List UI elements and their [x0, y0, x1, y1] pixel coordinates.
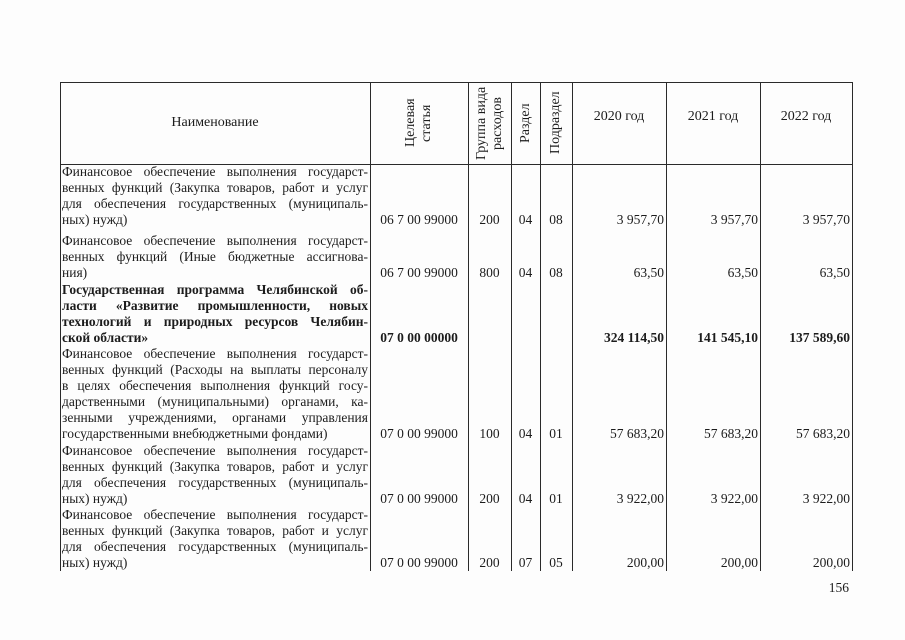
row-name-cell: [62, 443, 368, 507]
table-row: [0, 233, 905, 281]
header-target-article: Целевая статья: [403, 98, 434, 148]
header-section: Раздел: [517, 103, 533, 143]
header-year-2022: 2022 год: [780, 109, 832, 124]
expense-group-cell: 200: [479, 491, 500, 506]
row-name-line: ных) нужд): [62, 491, 128, 506]
row-name-cell: [62, 164, 368, 228]
section-cell: 04: [518, 212, 533, 227]
target-article-cell: 07 0 00 99000: [380, 426, 458, 441]
amount-2021-cell: 3 957,70: [710, 212, 758, 227]
target-article-cell: 07 0 00 00000: [380, 330, 458, 345]
amount-2020-cell: 200,00: [626, 555, 664, 570]
row-name-line: венных функций (Иные бюджетные ассигнова-: [62, 249, 368, 264]
table-row-program-total: [0, 282, 905, 346]
header-year-2021: 2021 год: [687, 109, 739, 124]
row-name-line: в целях обеспечения выполнения функций госу-: [62, 378, 368, 393]
amount-2021-cell: 141 545,10: [697, 330, 758, 345]
table-row: [0, 164, 905, 228]
target-article-cell: 07 0 00 99000: [380, 491, 458, 506]
row-name-line: для обеспечения государственных (муниципаль-: [62, 539, 368, 554]
row-name-line: венных функций (Расходы на выплаты персоналу: [62, 362, 368, 377]
section-cell: 04: [518, 426, 533, 441]
header-expense-group: Группа вида расходов: [473, 86, 505, 160]
header-name: Наименование: [171, 115, 259, 130]
amount-2021-cell: 3 922,00: [710, 491, 758, 506]
row-name-line: ных) нужд): [62, 555, 128, 570]
amount-2022-cell: 57 683,20: [796, 426, 850, 441]
header-year-2020: 2020 год: [593, 109, 645, 124]
expense-group-cell: 100: [479, 426, 500, 441]
expense-group-cell: 800: [479, 265, 500, 280]
row-name-line: венных функций (Закупка товаров, работ и услуг: [62, 459, 368, 474]
section-cell: 07: [518, 555, 533, 570]
row-name-line: Финансовое обеспечение выполнения государст-: [62, 346, 368, 361]
target-article-cell: 06 7 00 99000: [380, 212, 458, 227]
amount-2021-cell: 200,00: [720, 555, 758, 570]
amount-2020-cell: 324 114,50: [603, 330, 664, 345]
amount-2021-cell: 63,50: [727, 265, 758, 280]
row-name-line: ской области»: [62, 330, 149, 345]
subsection-cell: 08: [549, 265, 563, 280]
header-target-article-cell: [370, 82, 468, 164]
amount-2020-cell: 57 683,20: [610, 426, 664, 441]
row-name-line: Финансовое обеспечение выполнения государст-: [62, 164, 368, 179]
subsection-cell: 01: [549, 426, 563, 441]
subsection-cell: 05: [549, 555, 563, 570]
amount-2020-cell: 3 957,70: [616, 212, 664, 227]
row-name-line: технологий и природных ресурсов Челябин-: [62, 314, 368, 329]
header-subsection-cell: [540, 82, 572, 164]
row-name-line: ния): [62, 265, 88, 280]
header-section-cell: [511, 82, 540, 164]
header-subsection: Подраздел: [548, 91, 563, 155]
row-name-line: венных функций (Закупка товаров, работ и услуг: [62, 523, 368, 538]
expense-group-cell: 200: [479, 212, 500, 227]
header-expense-group-cell: [468, 82, 511, 164]
row-name-line: дарственными (муниципальными) органами, ка-: [62, 394, 368, 409]
header-name-cell: [60, 82, 370, 164]
row-name-line: Финансовое обеспечение выполнения государст-: [62, 233, 368, 248]
row-name-cell: [62, 346, 368, 442]
row-name-cell: [62, 233, 368, 281]
row-name-line: ласти «Развитие промышленности, новых: [62, 298, 368, 313]
row-name-line: Финансовое обеспечение выполнения государст-: [62, 507, 368, 522]
section-cell: 04: [518, 491, 533, 506]
target-article-cell: 07 0 00 99000: [380, 555, 458, 570]
section-cell: 04: [518, 265, 533, 280]
row-name-line: зенными учреждениями, органами управления: [62, 410, 368, 425]
row-name-line: для обеспечения государственных (муниципаль-: [62, 475, 368, 490]
row-name-line: для обеспечения государственных (муниципаль-: [62, 196, 368, 211]
table-row: [0, 507, 905, 571]
amount-2022-cell: 63,50: [819, 265, 850, 280]
row-name-cell: [62, 507, 368, 571]
target-article-cell: 06 7 00 99000: [380, 265, 458, 280]
amount-2022-cell: 137 589,60: [789, 330, 850, 345]
row-name-line: Государственная программа Челябинской об-: [62, 282, 368, 297]
row-name-line: венных функций (Закупка товаров, работ и услуг: [62, 180, 368, 195]
row-name-line: Финансовое обеспечение выполнения государст-: [62, 443, 368, 458]
amount-2021-cell: 57 683,20: [704, 426, 758, 441]
amount-2022-cell: 3 957,70: [802, 212, 850, 227]
subsection-cell: 08: [549, 212, 563, 227]
row-name-line: государственными внебюджетными фондами): [62, 426, 328, 441]
amount-2022-cell: 200,00: [812, 555, 850, 570]
row-name-line: ных) нужд): [62, 212, 128, 227]
expense-group-cell: 200: [479, 555, 500, 570]
row-name-cell: [62, 282, 368, 346]
amount-2020-cell: 3 922,00: [616, 491, 664, 506]
amount-2020-cell: 63,50: [633, 265, 664, 280]
page-number: 156: [828, 580, 849, 595]
table-row: [0, 346, 905, 442]
amount-2022-cell: 3 922,00: [802, 491, 850, 506]
table-row: [0, 443, 905, 507]
subsection-cell: 01: [549, 491, 563, 506]
